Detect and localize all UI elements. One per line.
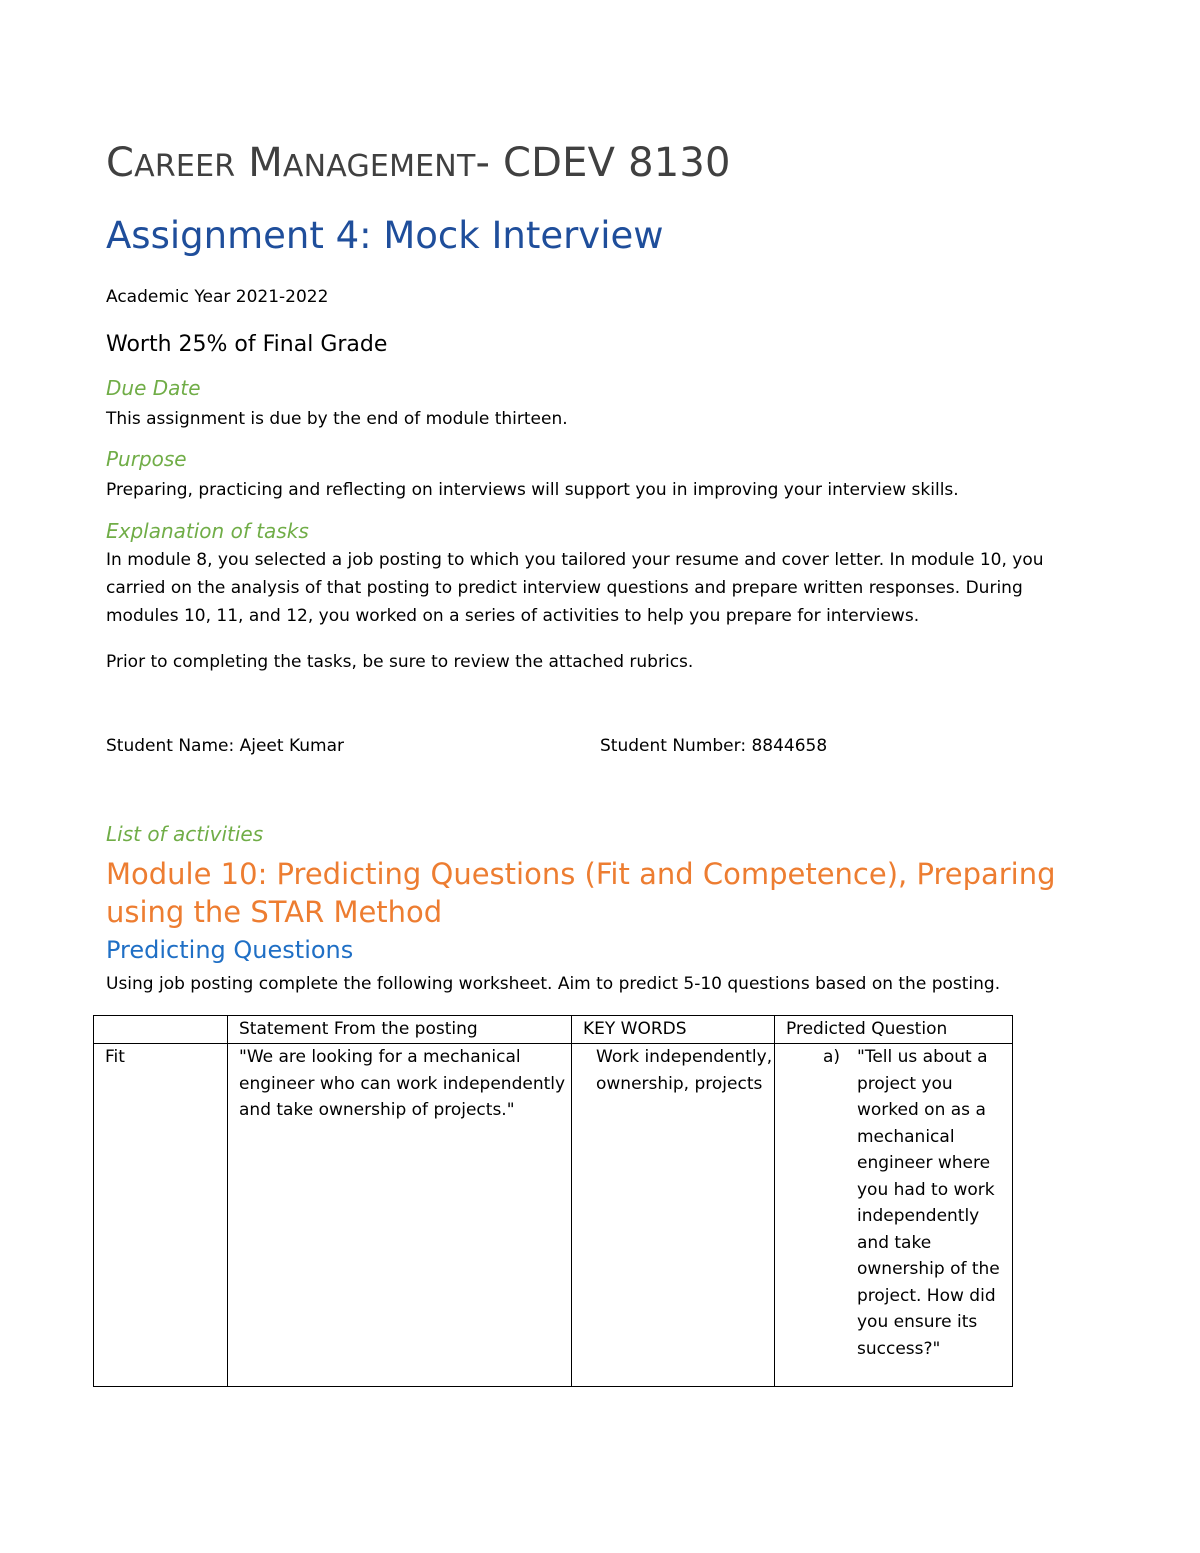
table-row — [94, 1044, 1013, 1387]
category-cell: Fit — [94, 1044, 228, 1387]
purpose-heading: Purpose — [106, 447, 187, 471]
module-heading: Module 10: Predicting Questions (Fit and Competence), Preparing using the STAR Method — [106, 857, 1056, 929]
grade-weight: Worth 25% of Final Grade — [106, 332, 388, 357]
predicting-instructions: Using job posting complete the following worksheet. Aim to predict 5-10 questions based on the posting. — [106, 974, 1001, 994]
student-name: Student Name: Ajeet Kumar — [106, 736, 344, 756]
assignment-title: Assignment 4: Mock Interview — [106, 214, 664, 257]
student-number: Student Number: 8844658 — [600, 736, 828, 756]
table-header-row — [94, 1016, 1013, 1044]
predicting-questions-heading: Predicting Questions — [106, 936, 354, 964]
question-cell — [775, 1044, 1013, 1387]
header-cell-question: Predicted Question — [775, 1016, 1013, 1044]
explanation-text: In module 8, you selected a job posting to which you tailored your resume and cover letter. In module 10, you carried on the analysis of that posting to predict interview questions and prepare written responses. During modules 10, 11, and 12, you worked on a series of activities to help you prepare for interviews. — [106, 550, 1044, 626]
worksheet-table — [93, 1015, 1013, 1387]
explanation-heading: Explanation of tasks — [106, 519, 309, 543]
due-date-text: This assignment is due by the end of module thirteen. — [106, 409, 568, 429]
header-cell-empty — [94, 1016, 228, 1044]
question-text: "Tell us about a project you worked on as a mechanical engineer where you had to work independently and take ownership of the project. How did you ensure its success?" — [857, 1047, 1000, 1359]
prior-text: Prior to completing the tasks, be sure to review the attached rubrics. — [106, 652, 694, 672]
academic-year: Academic Year 2021-2022 — [106, 287, 329, 307]
statement-cell: "We are looking for a mechanical engineer who can work independently and take ownership of projects." — [228, 1044, 572, 1387]
header-cell-keywords: KEY WORDS — [572, 1016, 775, 1044]
purpose-text: Preparing, practicing and reflecting on interviews will support you in improving your interview skills. — [106, 480, 959, 500]
question-marker: a) — [823, 1047, 841, 1067]
course-title: CAREER MANAGEMENT- CDEV 8130 — [106, 140, 731, 186]
list-of-activities-heading: List of activities — [106, 822, 264, 846]
header-cell-statement: Statement From the posting — [228, 1016, 572, 1044]
keywords-cell: Work independently, ownership, projects — [572, 1044, 775, 1387]
due-date-heading: Due Date — [106, 376, 201, 400]
